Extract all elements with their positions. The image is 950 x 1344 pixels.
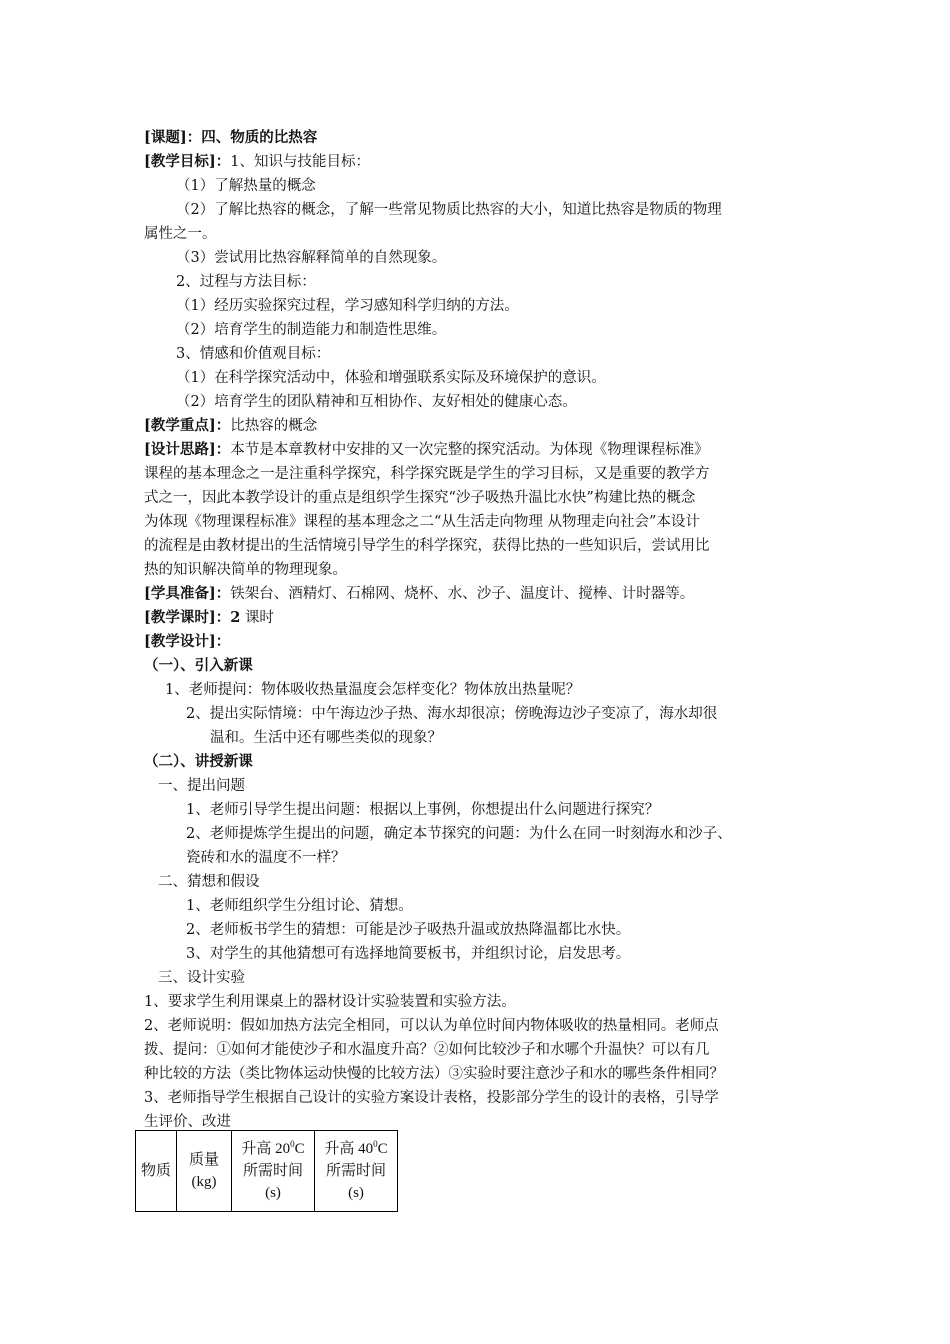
materials-text: 铁架台、酒精灯、石棉网、烧杯、水、沙子、温度计、搅棒、计时器等。 bbox=[230, 586, 695, 602]
lesson-title bbox=[144, 128, 317, 148]
section1-item2-line1: 2、老师提炼学生提出的问题，确定本节探究的问题：为什么在同一时刻海水和沙子、 bbox=[186, 826, 732, 842]
objective-k2-line2: 属性之一。 bbox=[144, 226, 217, 242]
section3-item2-line3: 种比较的方法（类比物体运动快慢的比较方法）③实验时要注意沙子和水的哪些条件相同？ bbox=[144, 1066, 724, 1082]
section2-item1: 1、老师组织学生分组讨论、猜想。 bbox=[186, 898, 413, 914]
part1-q2-line2: 温和。生活中还有哪些类似的现象？ bbox=[210, 730, 442, 746]
hours-unit: 课时 bbox=[244, 610, 274, 626]
objective-k2-line1: （2）了解比热容的概念，了解一些常见物质比热容的大小，知道比热容是物质的物理 bbox=[176, 202, 722, 218]
emotion-heading: 3、情感和价值观目标： bbox=[176, 346, 331, 362]
objective-e1: （1）在科学探究活动中，体验和增强联系实际及环境保护的意识。 bbox=[176, 370, 606, 386]
lesson-title-text: 四、物质的比热容 bbox=[201, 129, 318, 146]
key-point-label: [教学重点]： bbox=[144, 417, 231, 434]
section3-item2-line1: 2、老师说明：假如加热方法完全相同，可以认为单位时间内物体吸收的热量相同。老师点 bbox=[144, 1018, 719, 1034]
table-header-time-40: 升高 $40^0C$ 所需时间 (s) bbox=[315, 1131, 398, 1212]
section1-item2-line2: 瓷砖和水的温度不一样？ bbox=[186, 850, 346, 866]
materials-label: [学具准备]： bbox=[144, 585, 231, 602]
section3-item2-line2: 拨、提问：①如何才能使沙子和水温度升高？②如何比较沙子和水哪个升温快？可以有几 bbox=[144, 1042, 710, 1058]
hours-num: 2 bbox=[230, 609, 241, 626]
objectives-label: [教学目标]： bbox=[144, 153, 231, 170]
design-idea-line2: 课程的基本理念之一是注重科学探究，科学探究既是学生的学习目标，又是重要的教学方 bbox=[144, 466, 710, 482]
section2-item3: 3、对学生的其他猜想可有选择地简要板书，并组织讨论，启发思考。 bbox=[186, 946, 631, 962]
design-idea-text1: 本节是本章教材中安排的又一次完整的探究活动。为体现《物理课程标准》 bbox=[230, 442, 709, 458]
table-header-substance: 物质 bbox=[136, 1131, 177, 1212]
objective-k3: （3）尝试用比热容解释简单的自然现象。 bbox=[176, 250, 447, 266]
part1-q1: 1、老师提问：物体吸收热量温度会怎样变化？物体放出热量呢？ bbox=[165, 682, 581, 698]
table-header-mass: 质量 (kg) bbox=[177, 1131, 232, 1212]
key-point bbox=[144, 416, 317, 436]
experiment-table bbox=[135, 1130, 398, 1212]
section3-item3-line2: 生评价、改进 bbox=[144, 1114, 231, 1130]
objective-p1: （1）经历实验探究过程，学习感知科学归纳的方法。 bbox=[176, 298, 519, 314]
materials bbox=[144, 584, 694, 604]
design-idea-line3: 式之一，因此本教学设计的重点是组织学生探究“沙子吸热升温比水快”构建比热的概念 bbox=[144, 490, 696, 506]
section1-item1: 1、老师引导学生提出问题：根据以上事例，你想提出什么问题进行探究？ bbox=[186, 802, 660, 818]
hours-label: [教学课时]： bbox=[144, 609, 231, 626]
objective-k1: （1）了解热量的概念 bbox=[176, 178, 316, 194]
design-idea-label: [设计思路]： bbox=[144, 441, 231, 458]
lesson-hours bbox=[144, 608, 274, 628]
part2-heading: （二）、讲授新课 bbox=[144, 753, 253, 770]
section3-item3-line1: 3、老师指导学生根据自己设计的实验方案设计表格，投影部分学生的设计的表格，引导学 bbox=[144, 1090, 719, 1106]
section2-heading: 二、猜想和假设 bbox=[158, 874, 260, 890]
part1-heading: （一）、引入新课 bbox=[144, 657, 253, 674]
section3-item1: 1、要求学生利用课桌上的器材设计实验装置和实验方法。 bbox=[144, 994, 516, 1010]
design-idea-line4: 为体现《物理课程标准》课程的基本理念之二“从生活走向物理 从物理走向社会”本设计 bbox=[144, 514, 700, 530]
process-heading: 2、过程与方法目标： bbox=[176, 274, 316, 290]
part1-q2-line1: 2、提出实际情境：中午海边沙子热、海水却很凉；傍晚海边沙子变凉了，海水却很 bbox=[186, 706, 718, 722]
design-idea-line6: 热的知识解决简单的物理现象。 bbox=[144, 562, 347, 578]
knowledge-heading: 1、知识与技能目标： bbox=[230, 154, 370, 170]
table-row bbox=[136, 1131, 398, 1212]
lesson-title-label: [课题]： bbox=[144, 129, 202, 146]
table-header-time-20: 升高 $20^0C$ 所需时间 (s) bbox=[232, 1131, 315, 1212]
section2-item2: 2、老师板书学生的猜想：可能是沙子吸热升温或放热降温都比水快。 bbox=[186, 922, 631, 938]
design-idea-line5: 的流程是由教材提出的生活情境引导学生的科学探究，获得比热的一些知识后，尝试用比 bbox=[144, 538, 710, 554]
objectives-heading bbox=[144, 152, 370, 172]
key-point-text: 比热容的概念 bbox=[230, 418, 318, 434]
objective-p2: （2）培育学生的制造能力和制造性思维。 bbox=[176, 322, 447, 338]
section3-heading: 三、设计实验 bbox=[158, 970, 245, 986]
section1-heading: 一、提出问题 bbox=[158, 778, 245, 794]
design-label: [教学设计]： bbox=[144, 633, 231, 650]
design-idea-line1 bbox=[144, 440, 709, 460]
objective-e2: （2）培育学生的团队精神和互相协作、友好相处的健康心态。 bbox=[176, 394, 577, 410]
